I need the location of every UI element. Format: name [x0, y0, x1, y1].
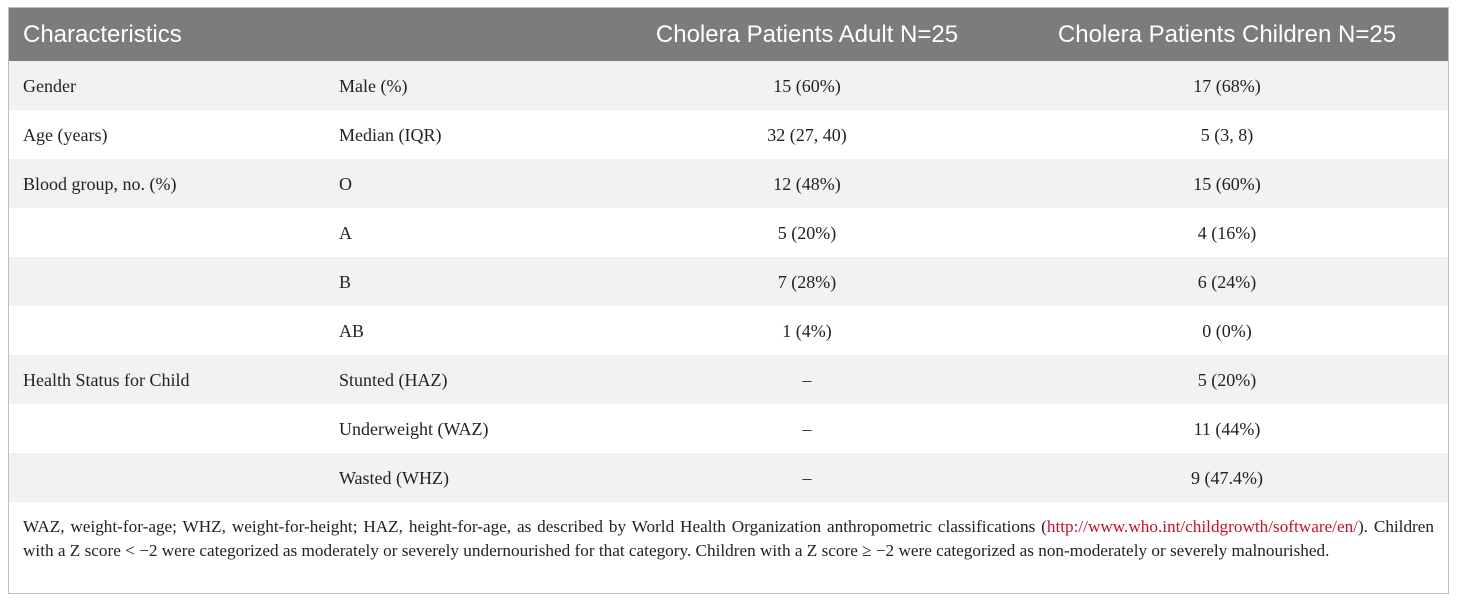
- subcategory-cell: Median (IQR): [339, 124, 442, 145]
- header-adult: Cholera Patients Adult N=25: [655, 21, 959, 48]
- children-value-cell: 17 (68%): [1193, 75, 1261, 96]
- subcategory-cell: Wasted (WHZ): [339, 467, 450, 488]
- subcategory-cell: A: [339, 222, 352, 243]
- category-cell: [9, 208, 327, 257]
- adult-value-cell: 7 (28%): [777, 271, 837, 292]
- children-value-cell: 9 (47.4%): [1191, 467, 1263, 488]
- subcategory-cell: Male (%): [339, 75, 408, 96]
- header-row: [9, 8, 1448, 61]
- adult-value-cell: –: [802, 369, 812, 390]
- subcategory-cell: Stunted (HAZ): [339, 369, 448, 390]
- subcategory-cell: AB: [339, 320, 365, 341]
- table-row: [9, 159, 1448, 208]
- header-children: Cholera Patients Children N=25: [1057, 21, 1397, 48]
- who-childgrowth-link[interactable]: http://www.who.int/childgrowth/software/en/: [1046, 517, 1358, 536]
- table-row: [9, 453, 1448, 502]
- children-value-cell: 15 (60%): [1193, 173, 1261, 194]
- children-value-cell: 5 (20%): [1197, 369, 1257, 390]
- table-row: [9, 404, 1448, 453]
- footnote-text-end: ). Children with a Z score < −2 were categorized as moderately or severely undernourished for that category. Children with a Z score ≥ −2 were categorized as non-moderately or severely malnourished.: [23, 517, 1434, 560]
- adult-value-cell: 5 (20%): [777, 222, 837, 243]
- category-cell: Blood group, no. (%): [23, 173, 177, 194]
- category-cell: Age (years): [23, 124, 108, 145]
- adult-value-cell: 32 (27, 40): [767, 124, 847, 145]
- children-value-cell: 0 (0%): [1202, 320, 1252, 341]
- category-cell: Gender: [23, 75, 76, 96]
- category-cell: [9, 257, 327, 306]
- table-row: [9, 306, 1448, 355]
- table-row: [9, 110, 1448, 159]
- table-container: [8, 7, 1449, 594]
- subcategory-cell: B: [339, 271, 352, 292]
- children-value-cell: 11 (44%): [1193, 418, 1261, 439]
- table-header: [9, 8, 1448, 61]
- subcategory-cell: O: [339, 173, 352, 194]
- children-value-cell: 6 (24%): [1197, 271, 1257, 292]
- footnote-text-start: WAZ, weight-for-age; WHZ, weight-for-height; HAZ, height-for-age, as described by World Health Organization anthropometric classifications (: [23, 517, 1047, 536]
- header-characteristics: Characteristics: [23, 21, 182, 48]
- adult-value-cell: 12 (48%): [773, 173, 841, 194]
- table-body: [9, 61, 1448, 502]
- table-footnote: [9, 502, 1448, 563]
- table-row: [9, 208, 1448, 257]
- adult-value-cell: –: [802, 467, 812, 488]
- subcategory-cell: Underweight (WAZ): [339, 418, 489, 439]
- children-value-cell: 4 (16%): [1197, 222, 1257, 243]
- adult-value-cell: 1 (4%): [782, 320, 832, 341]
- children-value-cell: 5 (3, 8): [1200, 124, 1254, 145]
- category-cell: [9, 404, 327, 453]
- adult-value-cell: –: [802, 418, 812, 439]
- category-cell: Health Status for Child: [23, 369, 190, 390]
- adult-value-cell: 15 (60%): [773, 75, 841, 96]
- table-row: [9, 61, 1448, 110]
- category-cell: [9, 453, 327, 502]
- table-row: [9, 257, 1448, 306]
- category-cell: [9, 306, 327, 355]
- table-row: [9, 355, 1448, 404]
- characteristics-table: [9, 8, 1448, 502]
